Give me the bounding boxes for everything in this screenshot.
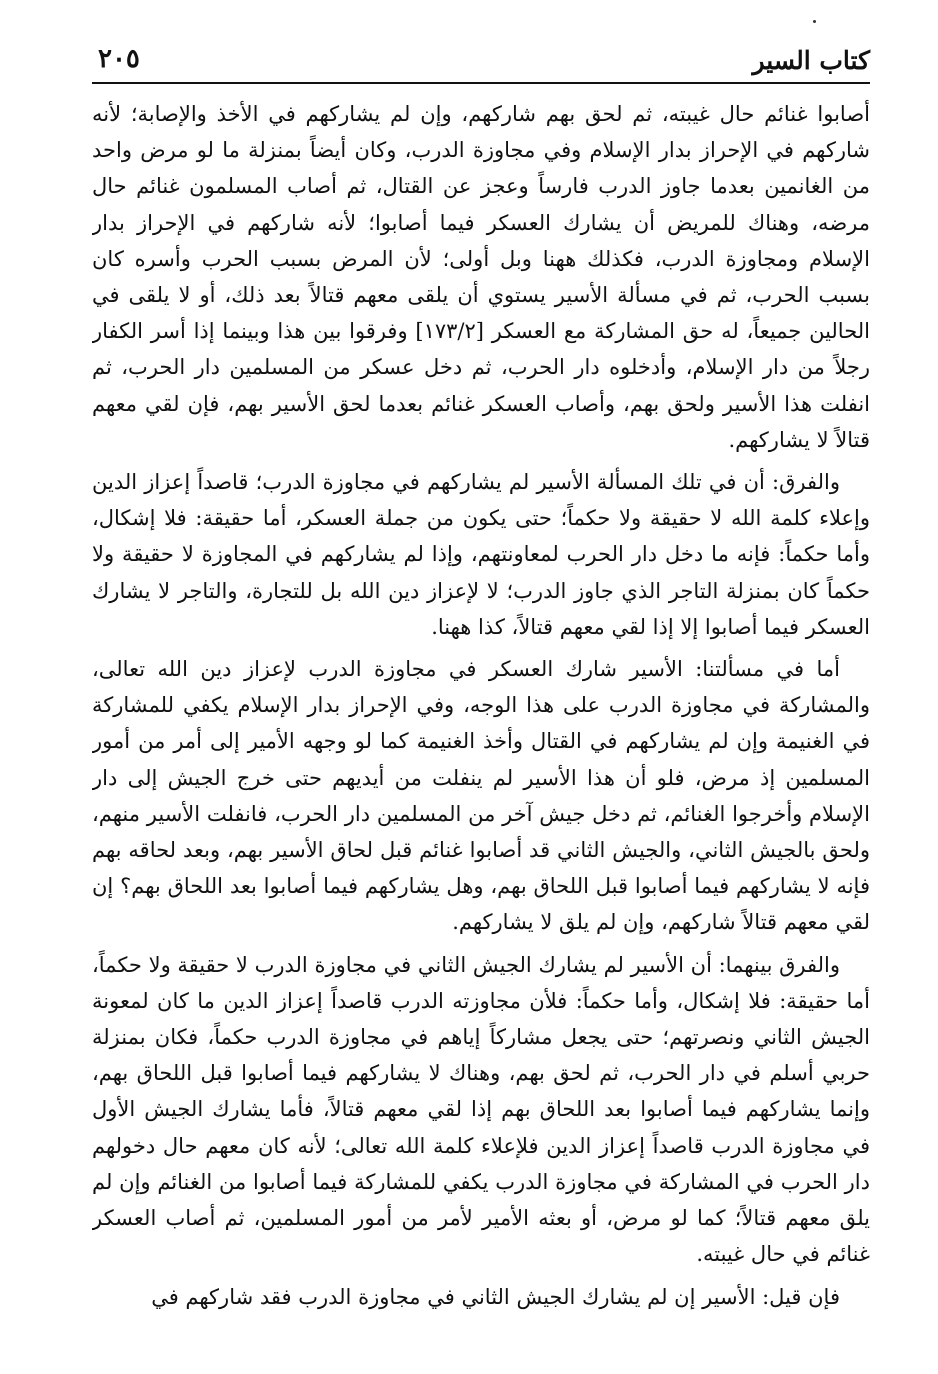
paragraph-3: أما في مسألتنا: الأسير شارك العسكر في مجاوزة الدرب لإعزاز دين الله تعالى، والمشاركة في مجاوزة الدرب على هذا الوجه، وفي الإحراز بدار الإسلام يكفي للمشاركة في الغنيمة وإن لم يشاركهم في القتال وأخذ الغنيمة كما لو وجهه الأمير إلى أمر من أمور المسلمين إذ مرض، فلو أن هذا الأسير لم ينفلت من أيديهم حتى خرج الجيش إلى دار الإسلام وأخرجوا الغنائم، ثم دخل جيش آخر من المسلمين دار الحرب، فانفلت الأسير منهم، ولحق بالجيش الثاني، والجيش الثاني قد أصابوا غنائم قبل لحاق الأسير بهم، وبعد لحاقه بهم فإنه لا يشاركهم فيما أصابوا قبل اللحاق بهم، وهل يشاركهم فيما أصابوا بعد اللحاق بهم؟ إن لقي معهم قتالاً شاركهم، وإن لم يلق لا يشاركهم. [92, 657, 870, 935]
paragraph-1: أصابوا غنائم حال غيبته، ثم لحق بهم شاركهم، وإن لم يشاركهم في الأخذ والإصابة؛ لأنه شاركهم في الإحراز بدار الإسلام وفي مجاوزة الدرب، وكان أيضاً بمنزلة ما لو مرض واحد من الغانمين بعدما جاوز الدرب فارساً وعجز عن القتال، ثم أصاب المسلمون غنائم حال مرضه، وهناك للمريض أن يشارك العسكر فيما أصابوا؛ لأنه شاركهم في الإحراز بدار الإسلام ومجاوزة الدرب، فكذلك ههنا وبل أولى؛ لأن المرض بسبب الحرب وأسره كان بسبب الحرب، ثم في مسألة الأسير يستوي أن يلقى معهم قتالاً بعد ذلك، أو لا يلقى في الحالين جميعاً، له حق المشاركة مع العسكر [١٧٣/٢] وفرقوا بين هذا وبينما إذا أسر الكفار رجلاً من دار الإسلام، وأدخلوه دار الحرب، ثم دخل عسكر من المسلمين دار الحرب، ثم انفلت هذا الأسير ولحق بهم، وأصاب العسكر غنائم بعدما لحق الأسير بهم، فإن لقي معهم قتالاً لا يشاركهم. [92, 102, 870, 452]
body-text [92, 96, 870, 1366]
paragraph-2: والفرق: أن في تلك المسألة الأسير لم يشاركهم في مجاوزة الدرب؛ قاصداً إعزاز الدين وإعلاء كلمة الله لا حقيقة ولا حكماً؛ حتى يكون من جملة العسكر، أما حقيقة: فلا إشكال، وأما حكماً: فإنه ما دخل دار الحرب لمعاونتهم، وإذا لم يشاركهم في المجاوزة لا حقيقة ولا حكماً كان بمنزلة التاجر الذي جاوز الدرب؛ لا لإعزاز دين الله بل للتجارة، والتاجر لا يشارك العسكر فيما أصابوا إلا إذا لقي معهم قتالاً، كذا ههنا. [92, 470, 870, 639]
chapter-title: كتاب السير [752, 46, 870, 75]
paragraph-4: والفرق بينهما: أن الأسير لم يشارك الجيش الثاني في مجاوزة الدرب لا حقيقة ولا حكماً، أما حقيقة: فلا إشكال، وأما حكماً: فلأن مجاوزته الدرب قاصداً إعزاز الدين ما كان لمعونة الجيش الثاني ونصرتهم؛ حتى يجعل مشاركاً إياهم في مجاوزة الدرب حكماً، فكان بمنزلة حربي أسلم في دار الحرب، ثم لحق بهم، وهناك لا يشاركهم فيما أصابوا قبل اللحاق بهم، وإنما يشاركهم فيما أصابوا بعد اللحاق بهم إذا لقي معهم قتالاً، فأما يشارك الجيش الأول في مجاوزة الدرب قاصداً إعزاز الدين فلإعلاء كلمة الله تعالى؛ لأنه كان معهم حال دخولهم دار الحرب في المشاركة في مجاوزة الدرب يكفي للمشاركة فيما أصابوا من الغنائم وإن لم يلق معهم قتالاً؛ كما لو مرض، أو بعثه الأمير لأمر من أمور المسلمين، ثم أصاب العسكر غنائم في حال غيبته. [92, 952, 870, 1267]
running-header [92, 40, 870, 84]
paragraph-5: فإن قيل: الأسير إن لم يشارك الجيش الثاني في مجاوزة الدرب فقد شاركهم في [151, 1284, 840, 1309]
ink-dot [813, 20, 816, 23]
page-number: ٢٠٥ [98, 44, 140, 74]
